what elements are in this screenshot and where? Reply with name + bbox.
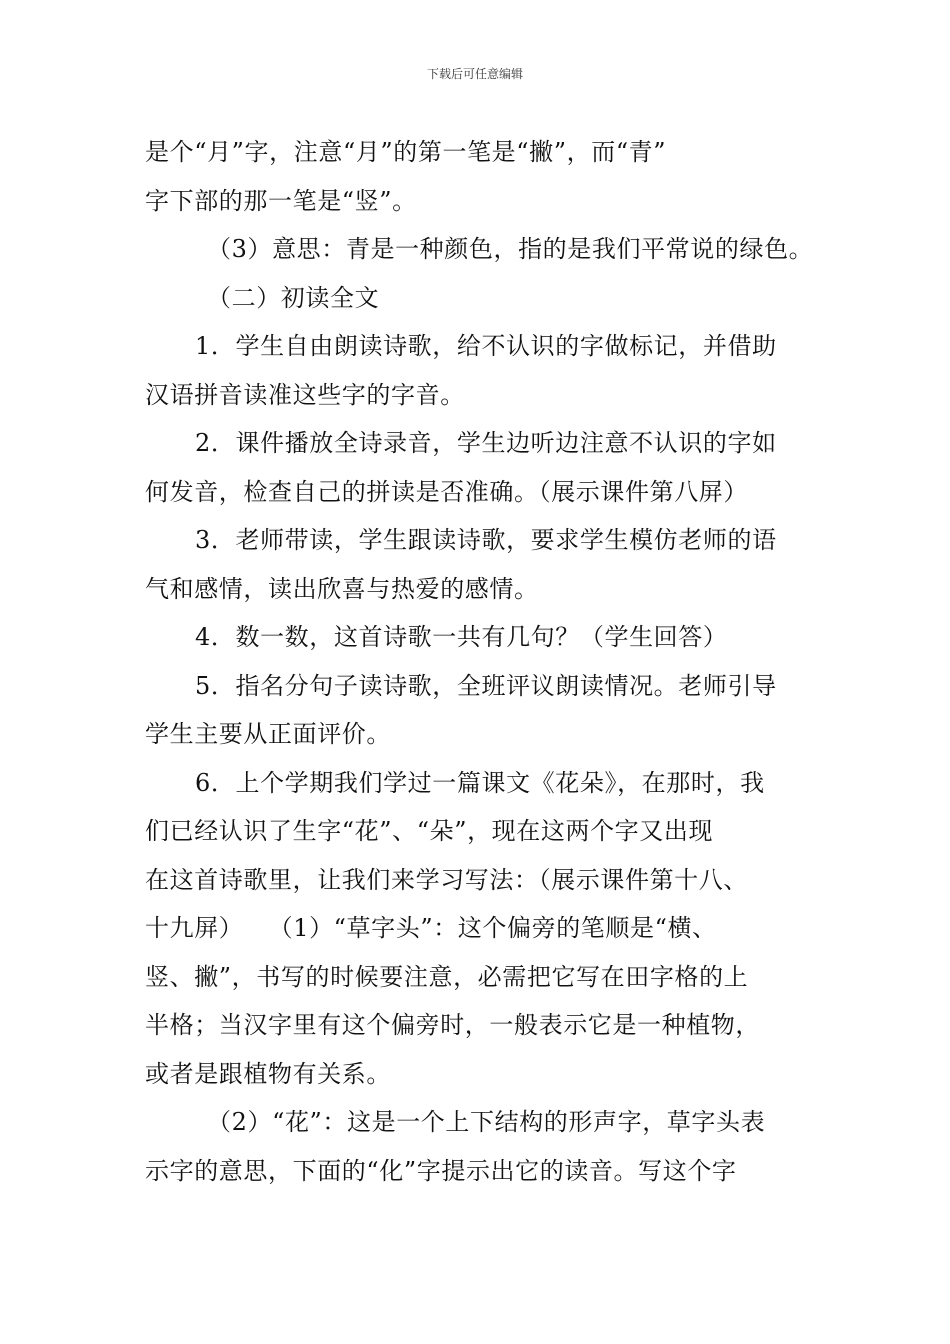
text-line: （2）“花”：这是一个上下结构的形声字，草字头表 — [207, 1108, 766, 1136]
text-line: 示字的意思，下面的“化”字提示出它的读音。写这个字 — [145, 1156, 737, 1185]
text-line: （3）意思：青是一种颜色，指的是我们平常说的绿色。 — [207, 235, 814, 263]
document-body — [145, 128, 814, 1195]
text-line: 5．指名分句子读诗歌，全班评议朗读情况。老师引导 — [195, 671, 777, 700]
text-line: 2．课件播放全诗录音，学生边听边注意不认识的字如 — [195, 429, 777, 457]
text-line: 4．数一数，这首诗歌一共有几句？（学生回答） — [195, 623, 728, 651]
text-line: 汉语拼音读准这些字的字音。 — [145, 380, 465, 409]
text-line: 6．上个学期我们学过一篇课文《花朵》，在那时，我 — [195, 768, 765, 797]
text-line: 学生主要从正面评价。 — [145, 720, 391, 748]
text-line: 字下部的那一笔是“竖”。 — [145, 186, 417, 215]
text-line: 3．老师带读，学生跟读诗歌，要求学生模仿老师的语 — [195, 526, 777, 554]
text-line: 或者是跟植物有关系。 — [145, 1059, 391, 1088]
text-line: 竖、撇”，书写的时候要注意，必需把它写在田字格的上 — [145, 962, 749, 991]
page-header: 下载后可任意编辑 — [426, 67, 523, 81]
text-line: 气和感情，读出欣喜与热爱的感情。 — [145, 574, 539, 603]
section-heading: （二）初读全文 — [207, 283, 380, 312]
text-line: 在这首诗歌里，让我们来学习写法：（展示课件第十八、 — [145, 865, 748, 894]
text-line: 十九屏） （1）“草字头”：这个偏旁的笔顺是“横、 — [145, 914, 717, 942]
text-line: 们已经认识了生字“花”、“朵”，现在这两个字又出现 — [145, 817, 714, 845]
text-line: 是个“月”字，注意“月”的第一笔是“撇”，而“青” — [145, 138, 667, 166]
text-line: 何发音，检查自己的拼读是否准确。（展示课件第八屏） — [145, 477, 748, 506]
text-line: 1．学生自由朗读诗歌，给不认识的字做标记，并借助 — [195, 332, 777, 360]
text-line: 半格；当汉字里有这个偏旁时，一般表示它是一种植物， — [145, 1011, 760, 1039]
